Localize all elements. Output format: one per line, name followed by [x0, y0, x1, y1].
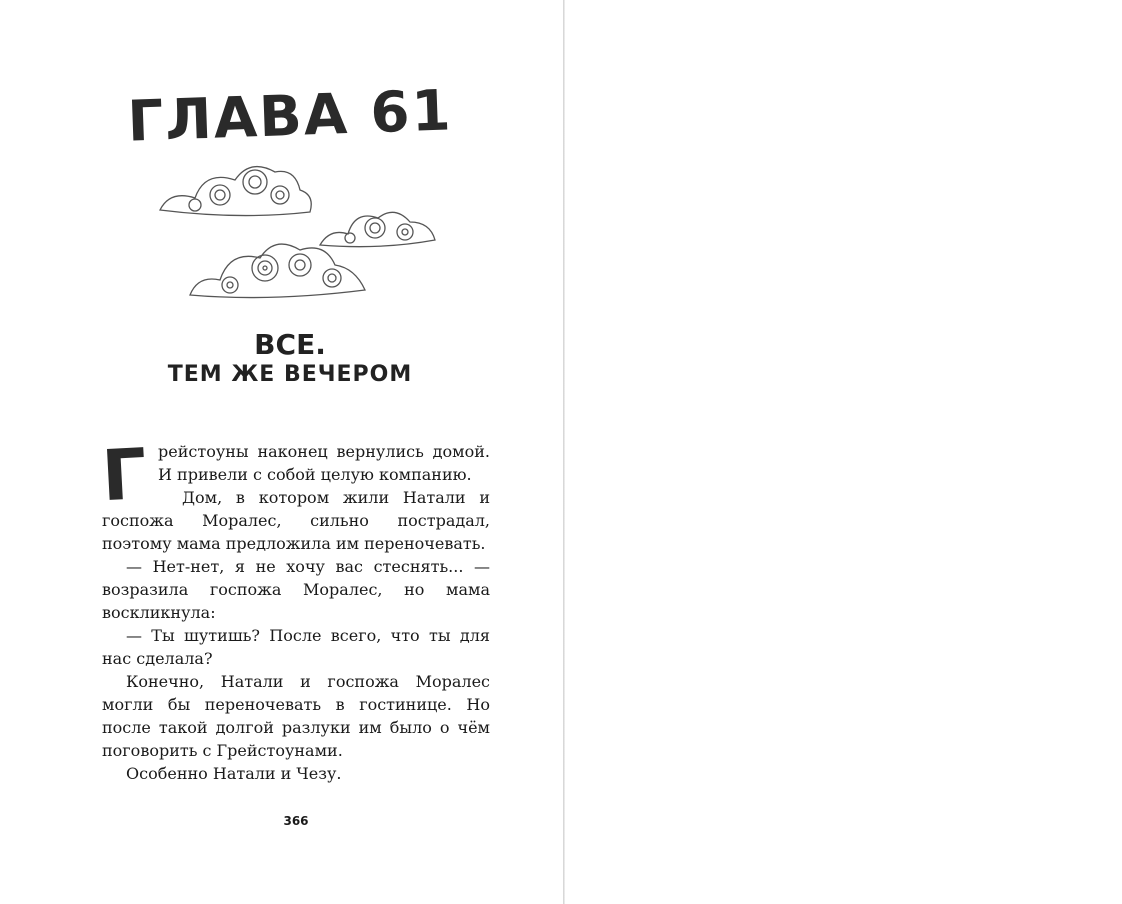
clouds-illustration-icon [150, 150, 450, 310]
right-page [561, 0, 1122, 904]
paragraph: Дом, в котором жили Натали и госпожа Моралес, сильно пострадал, поэтому мама предложила им переночевать. [102, 488, 490, 553]
paragraph: — Нет-нет, я не хочу вас стеснять... — возразила госпожа Моралес, но мама воскликнула: [102, 557, 490, 622]
page-number-left: 366 [283, 814, 309, 828]
paragraph: рейстоуны наконец вернулись домой. И привели с собой целую компанию. [158, 442, 490, 484]
chapter-subtitle-line2: ТЕМ ЖЕ ВЕЧЕРОМ [167, 362, 413, 387]
left-page-text [99, 433, 490, 785]
paragraph: — Ты шутишь? После всего, что ты для нас сделала? [102, 626, 490, 668]
paragraph: Особенно Натали и Чезу. [126, 764, 342, 783]
drop-cap: Г [99, 433, 149, 518]
chapter-subtitle-line1: ВСЕ. [254, 328, 326, 361]
paragraph: Конечно, Натали и госпожа Моралес могли бы переночевать в гостинице. Но после такой долгой разлуки им было о чём поговорить с Грейстоунами. [102, 672, 490, 760]
chapter-heading: ГЛАВА 61 [126, 78, 454, 155]
